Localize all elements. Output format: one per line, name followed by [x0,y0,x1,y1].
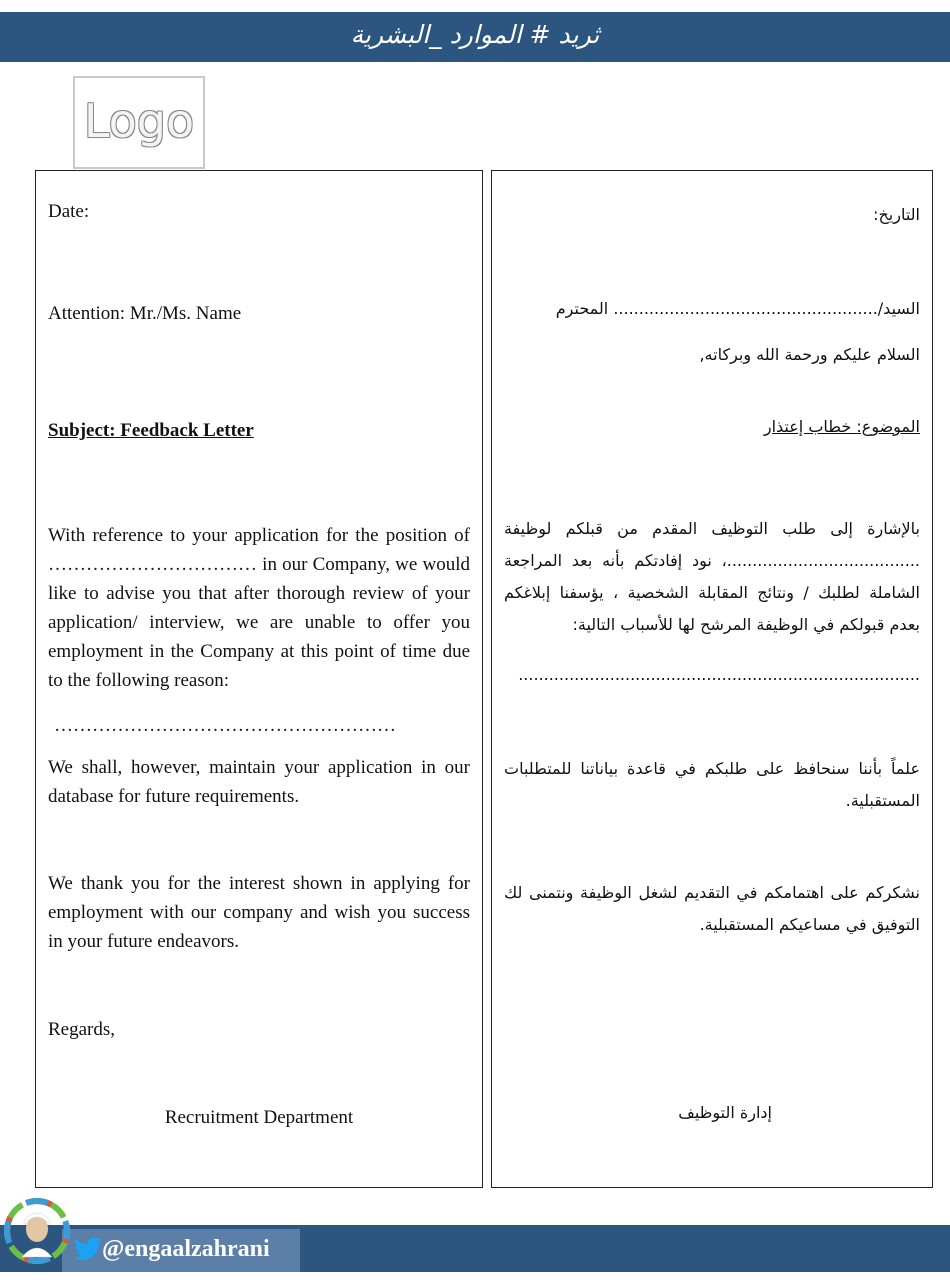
twitter-handle: @engaalzahrani [102,1236,270,1262]
ar-attention: السيد/.................................................... المحترم [555,299,920,318]
ar-subject: الموضوع: خطاب إعتذار [763,417,920,436]
en-attention: Attention: Mr./Ms. Name [48,303,242,324]
twitter-bird-icon [74,1237,102,1261]
ar-greeting: السلام عليكم ورحمة الله وبركاته, [699,345,920,364]
en-date: Date: [48,201,90,222]
en-signature: Recruitment Department [164,1107,354,1128]
ar-paragraph-1: بالإشارة إلى طلب التوظيف المقدم من قبلكم لوظيفة ......................................، نود إفادتكم بأنه بعد المراجعة الشاملة لطلبك / ونتائج المقابلة الشخصية ، يؤسفنا إبلاغكم بعدم قبولكم في الوظيفة المرشح لها للأسباب التالية: [504,519,920,634]
arabic-letter-panel [491,170,933,1188]
en-paragraph-2: We shall, however, maintain your application in our database for future requirements. [48,757,470,807]
author-avatar [2,1195,72,1267]
logo-text: Logo [83,94,195,148]
logo-placeholder [73,76,205,169]
ar-signature: إدارة التوظيف [678,1103,772,1122]
en-paragraph-1: With reference to your application for the position of …………………………… in our Company, we would like to advise you that after thorough review of your application/ interview, we are unable to offer you employment in the Company at this point of time due to the following reason: [48,525,470,691]
english-letter-panel [35,170,483,1188]
header-title: ثريد # الموارد _البشرية [350,20,600,49]
en-regards: Regards, [48,1019,116,1040]
ar-date: التاريخ: [873,205,920,224]
en-reason-line: ……………………………………………… [54,715,396,736]
en-subject: Subject: Feedback Letter [48,420,254,441]
header-band [0,12,950,62]
ar-reason-line: ............................................................................... [518,665,920,684]
en-paragraph-3: We thank you for the interest shown in applying for employment with our company and wish you success in your future endeavors. [48,873,470,952]
ar-paragraph-2: علماً بأننا سنحافظ على طلبكم في قاعدة بياناتنا للمتطلبات المستقبلية. [504,759,920,810]
ar-paragraph-3: نشكركم على اهتمامكم في التقديم لشغل الوظيفة ونتمنى لك التوفيق في مساعيكم المستقبلية. [504,883,920,934]
